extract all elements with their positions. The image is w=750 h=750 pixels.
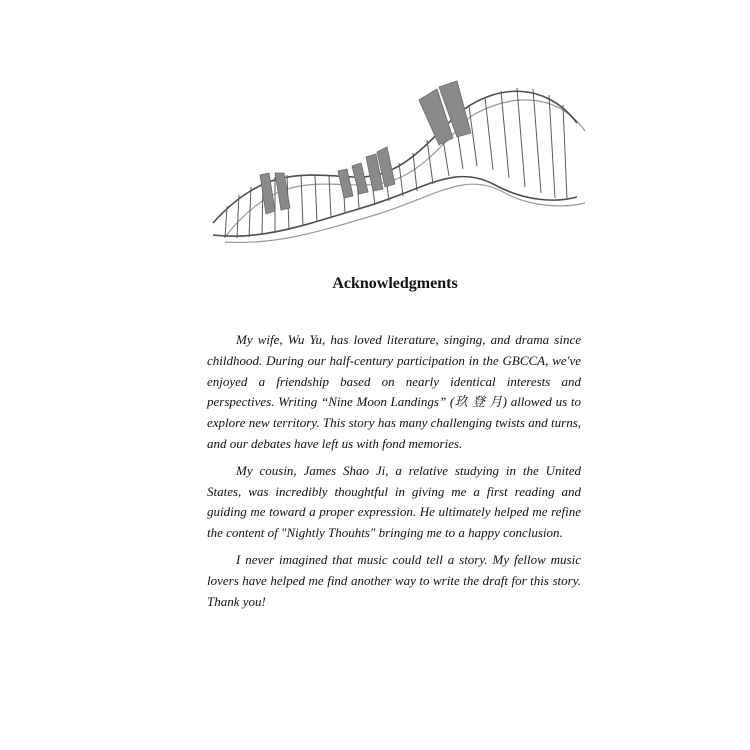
piano-keyboard-wave-icon — [205, 75, 595, 250]
paragraph: My wife, Wu Yu, has loved literature, singing, and drama since childhood. During our half-century participation in the GBCCA, we've enjoyed a friendship based on nearly identical interests and perspectives. Writing “Nine Moon Landings” (玖 登 月) allowed us to explore new territory. This story has many challenging twists and turns, and our debates have left us with fond memories. — [207, 332, 581, 451]
paragraph: My cousin, James Shao Ji, a relative studying in the United States, was incredibly thoughtful in giving me a first reading and guiding me toward a proper expression. He ultimately helped me refine the content of "Nightly Thouhts" bringing me to a happy conclusion. — [207, 462, 581, 541]
paragraph: I never imagined that music could tell a story. My fellow music lovers have helped me find another way to write the draft for this story. Thank you! — [207, 551, 581, 609]
acknowledgments-body — [207, 330, 581, 618]
page-heading: Acknowledgments — [332, 275, 458, 292]
